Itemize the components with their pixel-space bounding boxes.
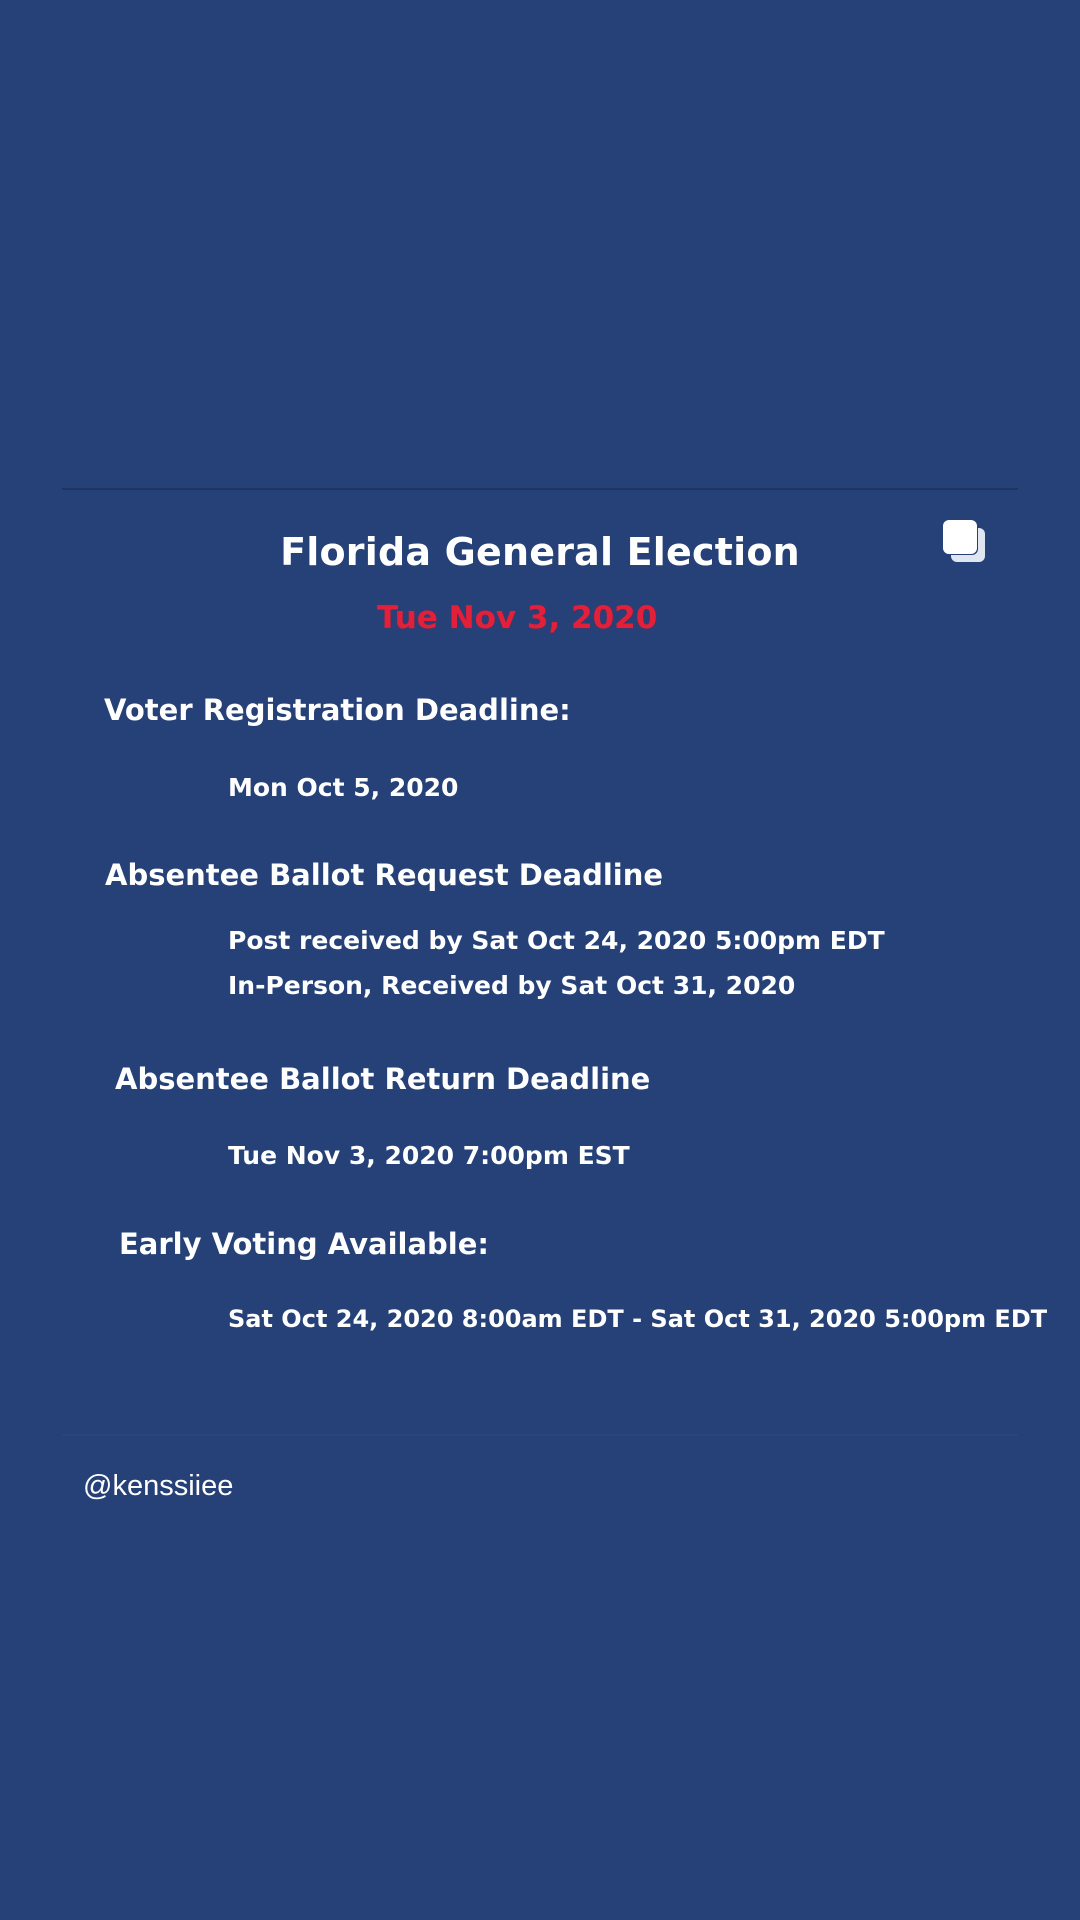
absentee-request-heading: Absentee Ballot Request Deadline <box>105 858 664 892</box>
election-title: Florida General Election <box>280 530 800 574</box>
voter-registration-date: Mon Oct 5, 2020 <box>228 773 459 802</box>
post-image[interactable] <box>62 488 1048 1436</box>
absentee-return-date: Tue Nov 3, 2020 7:00pm EST <box>228 1141 630 1170</box>
username-tag[interactable]: @kenssiiee <box>83 1470 234 1502</box>
voter-registration-heading: Voter Registration Deadline: <box>104 693 571 727</box>
absentee-return-heading: Absentee Ballot Return Deadline <box>115 1062 651 1096</box>
early-voting-dates: Sat Oct 24, 2020 8:00am EDT - Sat Oct 31, 2020 5:00pm EDT <box>228 1305 1048 1333</box>
election-date: Tue Nov 3, 2020 <box>377 600 658 636</box>
early-voting-heading: Early Voting Available: <box>119 1227 490 1261</box>
absentee-request-in-person-line: In-Person, Received by Sat Oct 31, 2020 <box>228 971 796 1000</box>
absentee-request-post-line: Post received by Sat Oct 24, 2020 5:00pm EDT <box>228 926 885 955</box>
